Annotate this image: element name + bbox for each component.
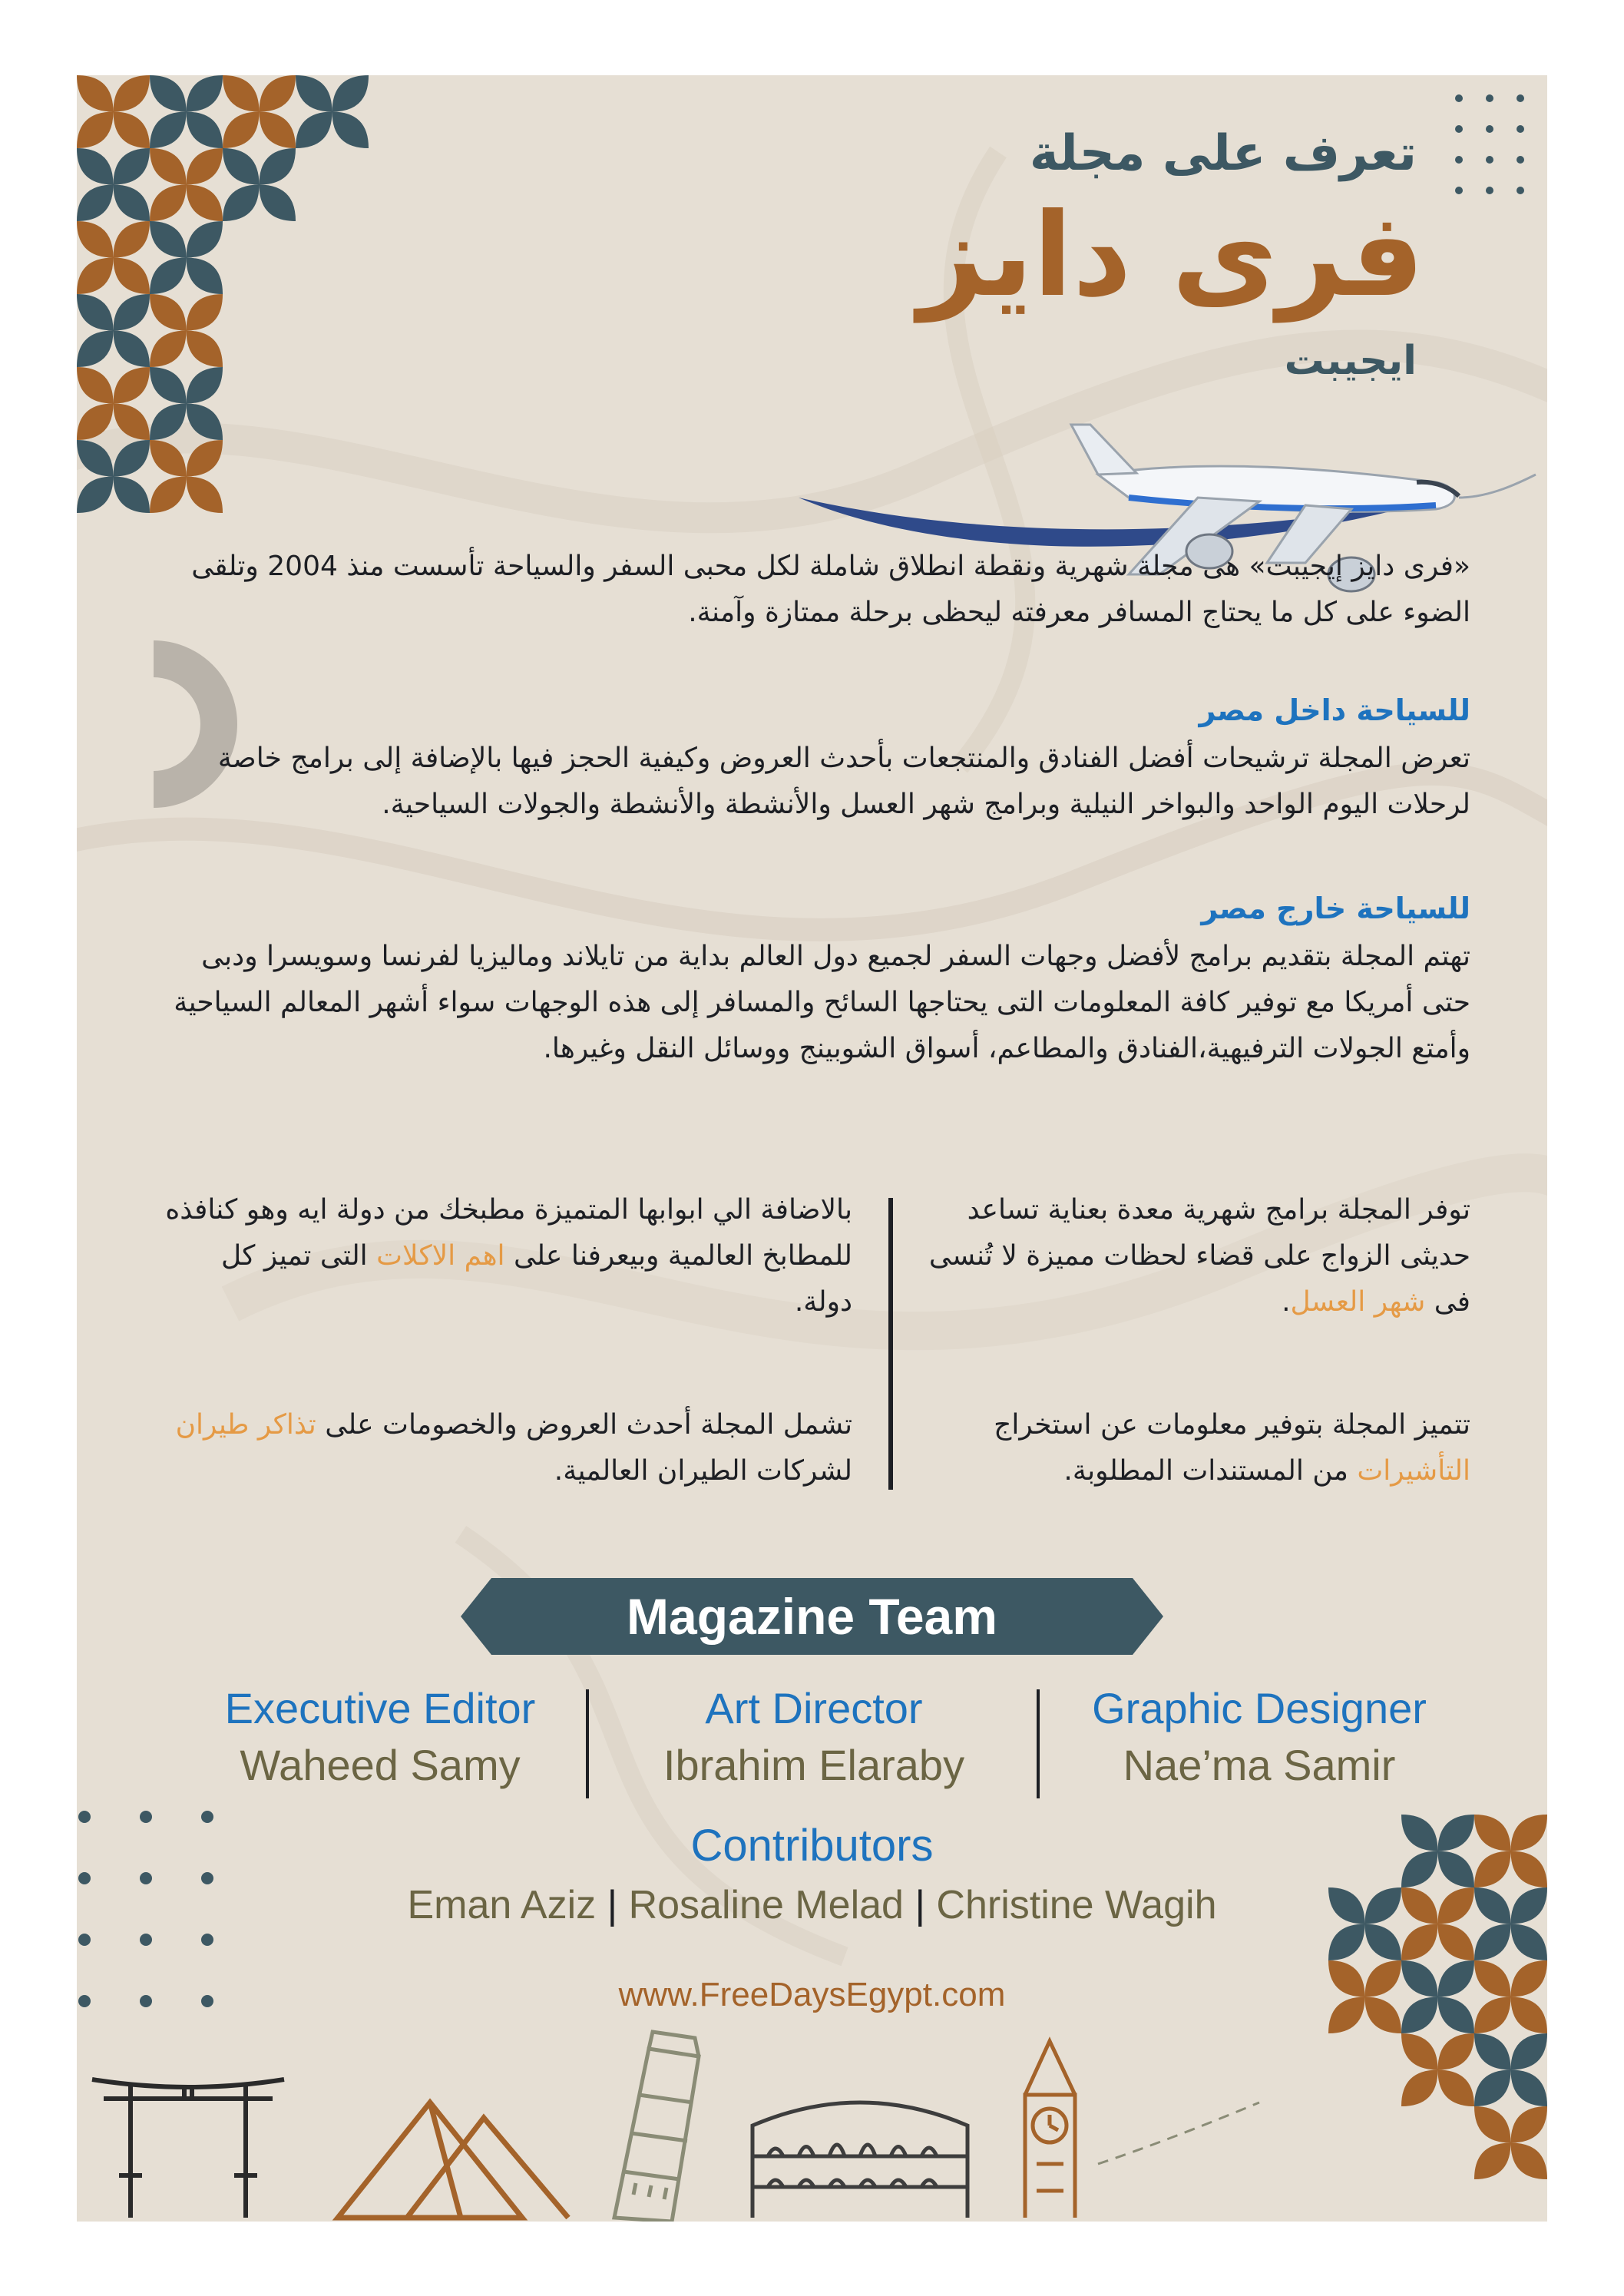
role-executive-editor [169, 1680, 591, 1794]
magazine-title: فرى دايز [918, 189, 1424, 323]
column-divider [888, 1198, 893, 1490]
role-divider-left [586, 1689, 589, 1798]
dot-grid-bottom-left [77, 1809, 230, 2016]
role-graphic-designer [1044, 1680, 1474, 1794]
role-name: Waheed Samy [240, 1741, 521, 1789]
abroad-heading: للسياحة خارج مصر [1201, 892, 1470, 925]
contributors-title: Contributors [690, 1821, 934, 1871]
feature-honeymoon-end: . [1282, 1286, 1291, 1318]
feature-cuisine-text: بالاضافة الي ابوابها المتميزة مطبخك من دولة ايه وهو كنافذه للمطابخ العالمية وبيعرفنا على [165, 1194, 852, 1272]
feature-visas-highlight: التأشيرات [1357, 1455, 1470, 1487]
ornament-pattern-top-left [77, 75, 223, 521]
domestic-paragraph: تعرض المجلة ترشيحات أفضل الفنادق والمنتجعات بأحدث العروض وكيفية الحجز فيها بالإضافة إلى برامج خاصة لرحلات اليوم الواحد والبواخر النيلية وبرامج شهر العسل والأنشطة والأنشطة والجولات السياحية. [217, 743, 1470, 820]
leaning-tower-icon [614, 2032, 699, 2222]
header-kicker: تعرف على مجلة [1029, 125, 1417, 182]
team-banner-title: Magazine Team [627, 1588, 997, 1645]
feature-flights-text: تشمل المجلة أحدث العروض والخصومات على [316, 1409, 852, 1441]
feature-visas-end: من المستندات المطلوبة. [1063, 1455, 1358, 1487]
ornament-pattern-bottom-right [1328, 1815, 1547, 2222]
role-title: Graphic Designer [1092, 1684, 1427, 1732]
contributor-name: Christine Wagih [936, 1883, 1217, 1927]
domestic-heading: للسياحة داخل مصر [1199, 693, 1470, 727]
feature-honeymoon [921, 1187, 1470, 1325]
role-title: Executive Editor [224, 1684, 536, 1732]
role-art-director [599, 1680, 1029, 1794]
feature-cuisine-end: التى تميز كل دولة. [220, 1240, 852, 1318]
ornament-pattern-top [223, 75, 369, 229]
role-name: Ibrahim Elaraby [663, 1741, 965, 1789]
feature-flights [161, 1402, 852, 1494]
contributor-name: Rosaline Melad [628, 1883, 904, 1927]
role-divider-right [1037, 1689, 1040, 1798]
website-link[interactable]: www.FreeDaysEgypt.com [618, 1976, 1006, 2013]
contributors-list [269, 1878, 1355, 1932]
feature-honeymoon-text: توفر المجلة برامج شهرية معدة بعناية تساعد حديثى الزواج على قضاء لحظات مميزة لا تُنسى فى [928, 1194, 1470, 1318]
feature-cuisine [161, 1187, 852, 1325]
feature-flights-end: لشركات الطيران العالمية. [554, 1455, 852, 1487]
magazine-page [77, 75, 1547, 2222]
landmarks-illustration [77, 2010, 1275, 2222]
feature-honeymoon-highlight: شهر العسل [1290, 1286, 1426, 1318]
contributor-separator: | [607, 1883, 618, 1927]
feature-flights-highlight: تذاكر طيران [175, 1409, 316, 1441]
big-ben-icon [1025, 2041, 1075, 2218]
pyramids-icon [338, 2102, 568, 2218]
magazine-subtitle: ايجيبت [1284, 338, 1417, 384]
feature-cuisine-highlight: اهم الاكلات [376, 1240, 505, 1272]
intro-paragraph: «فرى دايز إيجيبت» هى مجلة شهرية ونقطة انطلاق شاملة لكل محبى السفر والسياحة تأسست منذ 2004 وتلقى الضوء على كل ما يحتاج المسافر معرفته ليحظى برحلة ممتازة وآمنة. [191, 551, 1470, 628]
dot-grid-top-right [1451, 91, 1536, 198]
contributor-separator: | [915, 1883, 925, 1927]
role-title: Art Director [705, 1684, 923, 1732]
colosseum-icon [752, 2102, 967, 2218]
role-name: Nae’ma Samir [1123, 1741, 1396, 1789]
feature-visas-text: تتميز المجلة بتوفير معلومات عن استخراج [994, 1409, 1470, 1441]
abroad-paragraph: تهتم المجلة بتقديم برامج لأفضل وجهات السفر لجميع دول العالم بداية من تايلاند وماليزيا لفرنسا وسويسرا ودبى حتى أمريكا مع توفير كافة المعلومات التى يحتاجها السائح والمسافر إلى هذه الوجهات سواء أشهر المعالم السياحية وأمتع الجولات الترفيهية،الفنادق والمطاعم، أسواق الشوبينج ووسائل النقل وغيرها. [174, 941, 1470, 1064]
feature-visas [921, 1402, 1470, 1494]
contributor-name: Eman Aziz [407, 1883, 597, 1927]
torii-gate-icon [92, 2079, 284, 2218]
